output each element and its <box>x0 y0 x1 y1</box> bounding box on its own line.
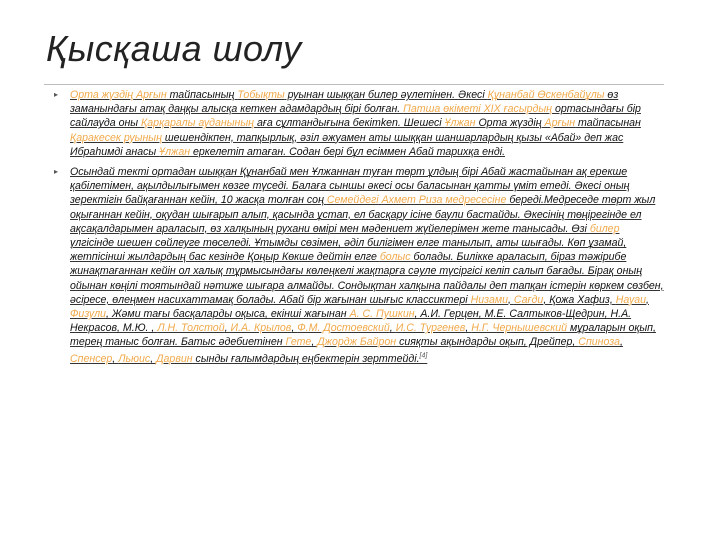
wiki-link[interactable]: Ахмет Риза медресесіне <box>381 194 507 207</box>
wiki-link[interactable]: Қаракесек руының <box>70 131 162 144</box>
wiki-link[interactable]: Семейдегі <box>326 194 379 207</box>
wiki-link[interactable]: Ф.М. Достоевский <box>297 322 390 335</box>
wiki-link[interactable]: Джордж Байрон <box>317 336 397 349</box>
text-run: , <box>150 353 157 366</box>
text-run: мұраларын оқып, терең таныс болған. Батыс әдебиетінен <box>70 322 656 349</box>
wiki-link[interactable]: Науаи <box>615 293 647 306</box>
text-run: руынан шыққан билер әулетінен. Әкесі <box>284 89 488 101</box>
paragraph-text <box>70 89 641 158</box>
text-run: ортасындағы бір сайлауда оны <box>70 103 641 130</box>
text-run: , <box>112 353 119 366</box>
footnote-ref[interactable]: [4] <box>419 352 428 360</box>
wiki-link[interactable]: И.А. Крылов <box>230 322 292 335</box>
triangle-right-icon: ▸ <box>54 167 59 177</box>
text-run: аға сұлтандығына бекітken. Шешесі <box>254 117 445 130</box>
text-run: , <box>389 322 396 335</box>
text-run: тайпасының <box>166 89 238 101</box>
slide-body <box>54 88 666 508</box>
text-run: , <box>291 322 298 335</box>
bullet-paragraph-1 <box>54 88 666 159</box>
wiki-link[interactable]: Спенсер <box>70 353 113 366</box>
wiki-link[interactable]: билер <box>589 222 620 235</box>
text-run: , <box>465 322 472 335</box>
wiki-link[interactable]: Қарқаралы ауданының <box>141 117 255 130</box>
wiki-link[interactable]: Патша өкіметі <box>403 103 481 116</box>
text-run: береді.Медреседе төрт жыл оқығаннан кейін, оқудан шығарып алып, қасында ұстап, ел басқару ісіне баули бастайды. Әкесінің төңірегінде ел ақсақалдарымен араласып, өз халқының рухани өмірі мен мәдениет жүйелерімен жете танысады. Өзі <box>70 194 656 235</box>
title-divider <box>44 84 664 85</box>
text-run: , <box>311 336 318 349</box>
wiki-link[interactable]: Физули <box>70 308 106 321</box>
text-run: сынды ғалымдардың еңбектерін зерттейді. <box>192 353 420 366</box>
text-run: Осындай текті ортадан шыққан Құнанбай мен Ұлжаннан туған төрт ұлдың бірі Абай жастайынан ақ ерекше қабілетімен, ақылдылығымен көзге түседі. Балаға сыншы әкесі осы баласынан қатты үміт етеді. Әкесі оның зеректігін байқағаннан кейін, 10 жасқа толған соң <box>70 166 630 207</box>
wiki-link[interactable]: Гете <box>285 336 312 349</box>
triangle-right-icon: ▸ <box>54 90 59 99</box>
wiki-link[interactable]: Спиноза <box>578 336 620 349</box>
text-run: , Қожа Хафиз, <box>543 293 616 306</box>
wiki-link[interactable]: Арғын <box>136 89 167 101</box>
wiki-link[interactable]: болыс <box>379 251 411 264</box>
wiki-link[interactable]: Низами <box>470 293 508 306</box>
slide-title: Қысқаша шолу <box>46 28 302 69</box>
wiki-link[interactable]: Арғын <box>544 117 576 130</box>
text-run: , <box>619 336 623 349</box>
wiki-link[interactable]: А. С. Пушкин <box>349 308 415 321</box>
wiki-link[interactable]: Л.Н. Толстой <box>157 322 225 335</box>
text-run: Орта жүздің <box>475 117 545 130</box>
bullet-paragraph-2 <box>54 165 666 366</box>
text-run: еркелетіп атаған. Содан бері бұл есіммен Абай тарихқа енді. <box>190 145 506 158</box>
wiki-link[interactable]: Н.Г. Чернышевский <box>471 322 567 335</box>
wiki-link[interactable]: Льюис <box>118 353 151 366</box>
wiki-link[interactable]: Тобықты <box>237 89 285 101</box>
text-run: , <box>224 322 231 335</box>
text-run: , <box>508 293 514 306</box>
wiki-link[interactable]: Ұлжан <box>159 145 191 158</box>
wiki-link[interactable]: И.С. Тургенев <box>395 322 466 335</box>
text-run: шешендікпен, тапқырлық, әзіл әжуамен аты шыққан шаншарлардың қызы «Абай» деп жас Ибраһимді анасы <box>70 131 624 158</box>
wiki-link[interactable]: Сағди <box>513 293 544 306</box>
text-run: болады. Билікке араласып, біраз тәжірибе жинақтағаннан кейін ол халық тұрмысындағы көлеңкелі жақтарға сәуле түсіргісі келіп салып бағады. Бірақ оның ойынан көңілі тоятындай нәтиже шығара алмайды. Сондықтан халқына пайдалы деп тапқан істерін көркем сөзбен, әсіресе, өлеңмен насихаттамақ болады. Абай бір жағынан шығыс классиктері <box>70 251 664 306</box>
text-run: сияқты ақындарды оқып, Дрейпер, <box>396 336 579 349</box>
paragraph-text <box>70 166 664 365</box>
text-run: , <box>646 293 649 306</box>
wiki-link[interactable]: Орта жүздің <box>70 89 134 101</box>
text-run: өз заманындағы атақ даңқы алысқа кеткен адамдардың бірі болған. <box>70 89 619 116</box>
text-run: , А.И. Герцен, М.Е. Салтыков-Щедрин, Н.А. Некрасов, М.Ю. , <box>70 308 632 335</box>
wiki-link[interactable]: Ұлжан <box>444 117 476 130</box>
wiki-link[interactable]: Құнанбай Өскенбайұлы <box>487 89 605 101</box>
text-run: тайпасынан <box>575 117 641 130</box>
text-run: , Жәми тағы басқаларды оқыса, екінші жағынан <box>105 308 350 321</box>
wiki-link[interactable]: XIX ғасырдың <box>483 103 552 116</box>
wiki-link[interactable]: Дарвин <box>156 353 193 366</box>
text-run: үлгісінде шешен сөйлеуге төселеді. Ұтымды сөзімен, әділ билігімен елге танылып, аты шығады. Көп ұзамай, жетпісінші жылдардың бас кезінде Қоңыр Көкше дейтін елге <box>70 237 627 264</box>
